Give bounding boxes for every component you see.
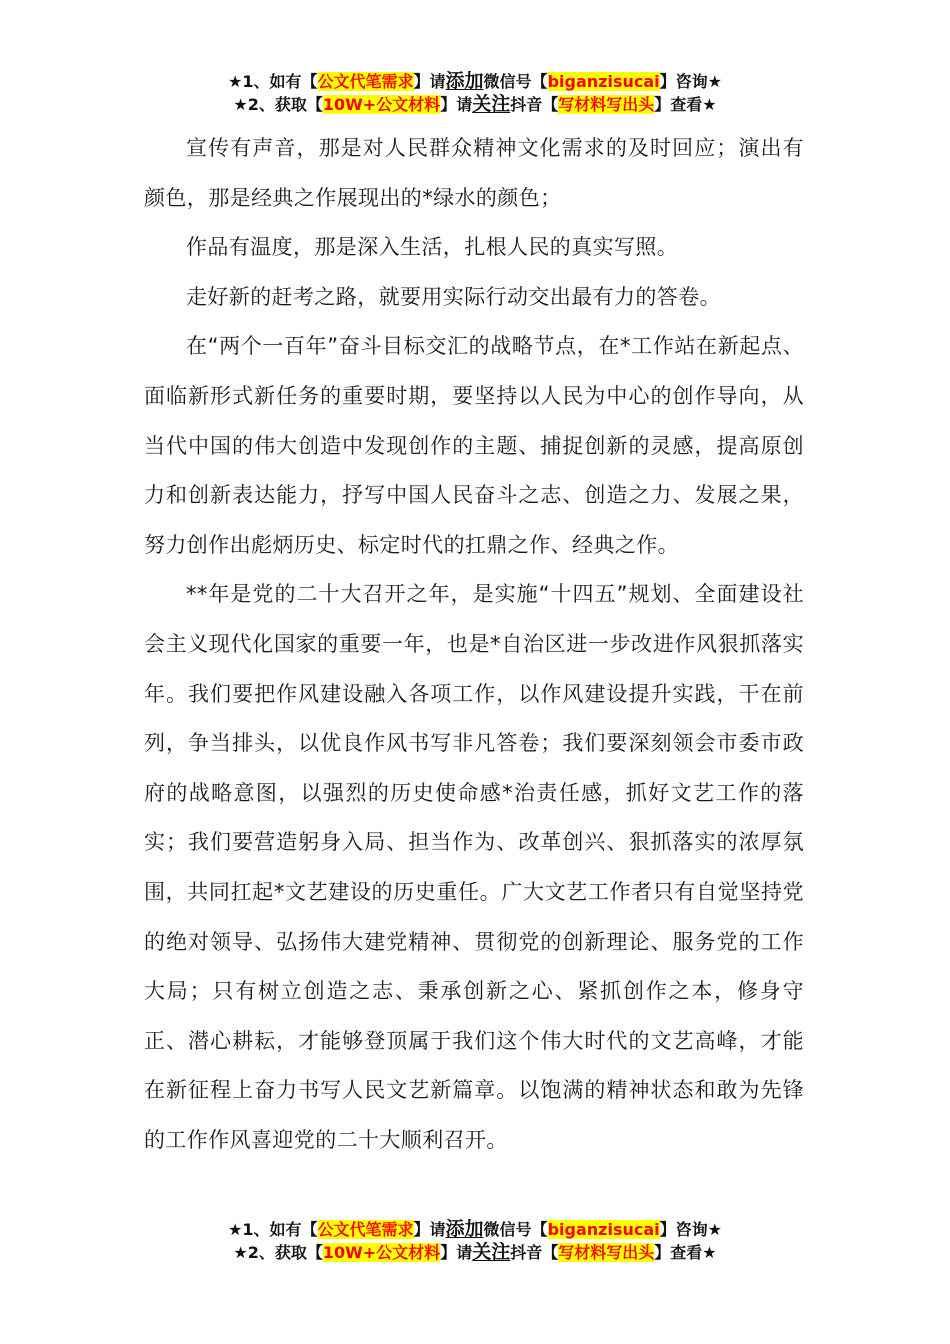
highlight-service: 公文代笔需求: [317, 72, 414, 91]
banner-text: ★2、获取【: [233, 95, 323, 114]
document-body: [144, 124, 804, 1165]
banner-line-2: [0, 93, 950, 116]
banner-text: 】请: [413, 72, 446, 91]
highlight-service: 公文代笔需求: [317, 1220, 414, 1239]
paragraph: 走好新的赶考之路，就要用实际行动交出最有力的答卷。: [186, 284, 721, 309]
banner-line-1: [0, 70, 950, 93]
banner-line-1: [0, 1218, 950, 1241]
highlight-wechat-id: biganzisucai: [547, 72, 660, 91]
banner-text: 】请: [440, 95, 473, 114]
banner-text: 】查看★: [654, 1243, 717, 1262]
emphasis-text: 关注: [472, 93, 511, 115]
paragraph: 宣传有声音，那是对人民群众精神文化需求的及时回应；演出有颜色，那是经典之作展现出的*绿水的颜色；: [144, 136, 804, 210]
banner-line-2: [0, 1241, 950, 1264]
highlight-douyin-account: 写材料写出头: [558, 1243, 655, 1262]
paragraph: **年是党的二十大召开之年，是实施“十四五”规划、全面建设社会主义现代化国家的重要一年，也是*自治区进一步改进作风狠抓落实年。我们要把作风建设融入各项工作，以作风建设提升实践，干在前列，争当排头，以优良作风书写非凡答卷；我们要深刻领会市委市政府的战略意图，以强烈的历史使命感*治责任感，抓好文艺工作的落实；我们要营造躬身入局、担当作为、改革创兴、狠抓落实的浓厚氛围，共同扛起*文艺建设的历史重任。广大文艺工作者只有自觉坚持党的绝对领导、弘扬伟大建党精神、贯彻党的创新理论、服务党的工作大局；只有树立创造之志、秉承创新之心、紧抓创作之本，修身守正、潜心耕耘，才能够登顶属于我们这个伟大时代的文艺高峰，才能在新征程上奋力书写人民文艺新篇章。以饱满的精神状态和敢为先锋的工作作风喜迎党的二十大顺利召开。: [144, 582, 804, 1152]
header-banner: [0, 70, 950, 116]
banner-text: 】请: [440, 1243, 473, 1262]
banner-text: 微信号【: [483, 1220, 548, 1239]
banner-text: 】咨询★: [659, 1220, 722, 1239]
banner-text: 】查看★: [654, 95, 717, 114]
banner-text: ★1、如有【: [228, 72, 318, 91]
banner-text: ★1、如有【: [228, 1220, 318, 1239]
highlight-douyin-account: 写材料写出头: [558, 95, 655, 114]
footer-banner: [0, 1218, 950, 1264]
banner-text: 抖音【: [510, 1243, 559, 1262]
paragraph: 在“两个一百年”奋斗目标交汇的战略节点，在*工作站在新起点、面临新形式新任务的重要时期，要坚持以人民为中心的创作导向，从当代中国的伟大创造中发现创作的主题、捕捉创新的灵感，提高原创力和创新表达能力，抒写中国人民奋斗之志、创造之力、发展之果，努力创作出彪炳历史、标定时代的扛鼎之作、经典之作。: [144, 334, 804, 557]
banner-text: 抖音【: [510, 95, 559, 114]
banner-text: ★2、获取【: [233, 1243, 323, 1262]
emphasis-text: 添加: [445, 1218, 484, 1240]
banner-text: 】咨询★: [659, 72, 722, 91]
banner-text: 】请: [413, 1220, 446, 1239]
highlight-materials: 10W+公文材料: [322, 95, 441, 114]
highlight-wechat-id: biganzisucai: [547, 1220, 660, 1239]
paragraph: 作品有温度，那是深入生活，扎根人民的真实写照。: [186, 235, 679, 260]
emphasis-text: 关注: [472, 1241, 511, 1263]
emphasis-text: 添加: [445, 70, 484, 92]
highlight-materials: 10W+公文材料: [322, 1243, 441, 1262]
banner-text: 微信号【: [483, 72, 548, 91]
